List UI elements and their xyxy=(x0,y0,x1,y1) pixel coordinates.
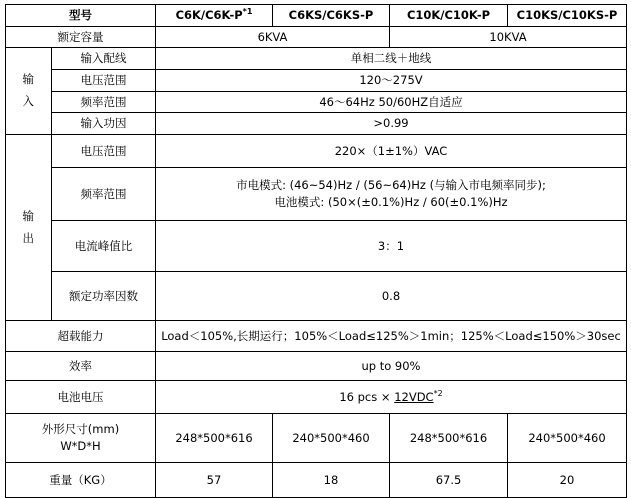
value-rated-capacity-6kva: 6KVA xyxy=(156,26,390,48)
value-dimensions-c10k: 248*500*616 xyxy=(390,414,508,463)
value-overload: Load＜105%,长期运行；105%＜Load≤125%＞1min；125%＜Load≤150%＞30sec xyxy=(156,321,627,352)
header-col-c6k xyxy=(156,5,273,27)
value-crest-factor: 3：1 xyxy=(156,221,627,272)
row-crest-factor xyxy=(6,221,627,272)
label-battery-voltage: 电池电压 xyxy=(6,381,156,414)
row-battery-voltage xyxy=(6,381,627,414)
spec-sheet xyxy=(0,4,631,489)
value-weight-c10ks: 20 xyxy=(508,463,627,498)
label-output-freq-range: 频率范围 xyxy=(52,168,156,221)
group-label-output-char1: 输 xyxy=(22,208,35,223)
specification-table xyxy=(5,4,627,498)
battery-voltage-prefix: 16 pcs × xyxy=(339,389,391,404)
header-col-c6k-footnote: *1 xyxy=(242,7,253,17)
group-label-output-char2: 出 xyxy=(22,230,35,245)
row-dimensions xyxy=(6,414,627,463)
row-overload xyxy=(6,321,627,352)
row-output-freq-range xyxy=(6,168,627,221)
label-output-voltage-range: 电压范围 xyxy=(52,135,156,168)
value-rated-capacity-10kva: 10KVA xyxy=(390,26,627,48)
row-input-wiring xyxy=(6,48,627,70)
battery-voltage-footnote: *2 xyxy=(433,388,443,398)
row-output-power-factor xyxy=(6,272,627,321)
value-weight-c10k: 67.5 xyxy=(390,463,508,498)
group-label-input-char1: 输 xyxy=(22,72,35,87)
label-dimensions-line1: 外形尺寸(mm) xyxy=(41,422,120,437)
value-dimensions-c6k: 248*500*616 xyxy=(156,414,273,463)
label-efficiency: 效率 xyxy=(6,352,156,381)
label-input-power-factor: 输入功因 xyxy=(52,113,156,135)
value-output-voltage-range: 220×（1±1%）VAC xyxy=(156,135,627,168)
row-output-voltage-range xyxy=(6,135,627,168)
header-col-c10k-text: C10K/C10K-P xyxy=(406,8,491,22)
group-label-input xyxy=(6,48,52,135)
label-input-freq-range: 频率范围 xyxy=(52,91,156,113)
label-input-wiring: 输入配线 xyxy=(52,48,156,70)
header-col-c6ks xyxy=(273,5,390,27)
value-input-wiring: 单相二线＋地线 xyxy=(156,48,627,70)
table-header-row xyxy=(6,5,627,27)
header-col-c6ks-text: C6KS/C6KS-P xyxy=(288,8,374,22)
value-output-power-factor: 0.8 xyxy=(156,272,627,321)
label-rated-capacity: 额定容量 xyxy=(6,26,156,48)
label-dimensions-line2: W*D*H xyxy=(60,439,101,454)
value-battery-voltage xyxy=(156,381,627,414)
label-weight: 重量（KG） xyxy=(6,463,156,498)
value-efficiency: up to 90% xyxy=(156,352,627,381)
value-output-freq-range xyxy=(156,168,627,221)
value-dimensions-c6ks: 240*500*460 xyxy=(273,414,390,463)
row-rated-capacity xyxy=(6,26,627,48)
value-weight-c6ks: 18 xyxy=(273,463,390,498)
header-col-c6k-text: $C6K/C6K-P^{*1}$ xyxy=(175,7,253,22)
value-dimensions-c10ks: 240*500*460 xyxy=(508,414,627,463)
label-overload: 超载能力 xyxy=(6,321,156,352)
header-col-c10ks-text: C10KS/C10KS-P xyxy=(516,8,618,22)
row-input-freq-range xyxy=(6,91,627,113)
header-col-c10ks xyxy=(508,5,627,27)
row-weight xyxy=(6,463,627,498)
row-input-power-factor xyxy=(6,113,627,135)
group-label-input-char2: 入 xyxy=(22,94,35,109)
label-output-power-factor: 额定功率因数 xyxy=(52,272,156,321)
output-freq-line-mains: 市电模式: (46~54)Hz / (56~64)Hz (与输入市电频率同步); xyxy=(236,178,546,193)
group-label-output xyxy=(6,135,52,321)
output-freq-line-battery: 电池模式: (50×(±0.1%)Hz / 60(±0.1%)Hz xyxy=(274,195,508,210)
battery-voltage-value: 12VDC xyxy=(394,389,434,404)
value-input-power-factor: >0.99 xyxy=(156,113,627,135)
value-input-freq-range: 46～64Hz 50/60HZ自适应 xyxy=(156,91,627,113)
label-crest-factor: 电流峰值比 xyxy=(52,221,156,272)
label-dimensions xyxy=(6,414,156,463)
header-model-label: 型号 xyxy=(6,5,156,27)
value-input-voltage-range: 120～275V xyxy=(156,70,627,92)
label-input-voltage-range: 电压范围 xyxy=(52,70,156,92)
row-input-voltage-range xyxy=(6,70,627,92)
value-weight-c6k: 57 xyxy=(156,463,273,498)
header-col-c10k xyxy=(390,5,508,27)
row-efficiency xyxy=(6,352,627,381)
